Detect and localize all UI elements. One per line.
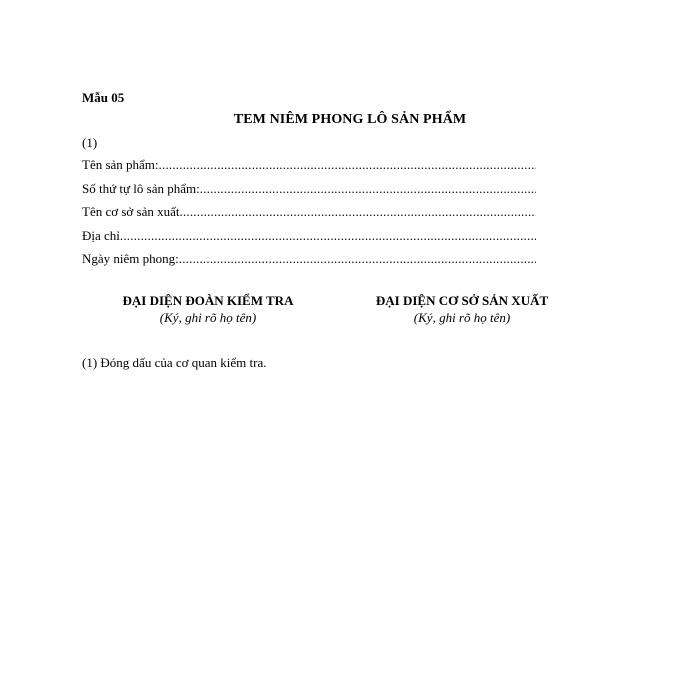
field-batch-number bbox=[82, 181, 536, 205]
field-label: Tên cơ sở sản xuất bbox=[82, 204, 180, 219]
field-product-name bbox=[82, 157, 536, 181]
field-list bbox=[82, 157, 536, 275]
field-label: Số thứ tự lô sản phẩm: bbox=[82, 180, 200, 196]
field-label: Địa chỉ bbox=[82, 227, 120, 243]
signature-production-facility bbox=[332, 292, 592, 326]
dotted-fill-line bbox=[200, 181, 536, 197]
dotted-fill-line bbox=[180, 204, 537, 220]
dotted-fill-line bbox=[120, 228, 536, 244]
signature-role: ĐẠI DIỆN ĐOÀN KIỂM TRA bbox=[122, 293, 294, 308]
document-title: TEM NIÊM PHONG LÔ SẢN PHẨM bbox=[233, 112, 467, 127]
dotted-fill-line bbox=[179, 251, 536, 267]
field-facility-name bbox=[82, 204, 536, 228]
field-label: Ngày niêm phong: bbox=[82, 251, 179, 266]
signature-role: ĐẠI DIỆN CƠ SỞ SẢN XUẤT bbox=[375, 293, 549, 308]
field-seal-date bbox=[82, 251, 536, 275]
dotted-fill-line bbox=[159, 157, 536, 173]
signature-instruction: (Ký, ghi rõ họ tên) bbox=[159, 310, 257, 325]
note-reference: (1) bbox=[82, 135, 98, 150]
field-label: Tên sản phẩm: bbox=[82, 157, 159, 172]
signature-inspection-team bbox=[78, 292, 338, 326]
signature-instruction: (Ký, ghi rõ họ tên) bbox=[413, 310, 511, 325]
footnote: (1) Đóng dấu của cơ quan kiểm tra. bbox=[82, 355, 267, 370]
field-address bbox=[82, 228, 536, 252]
form-code: Mẫu 05 bbox=[82, 90, 125, 105]
